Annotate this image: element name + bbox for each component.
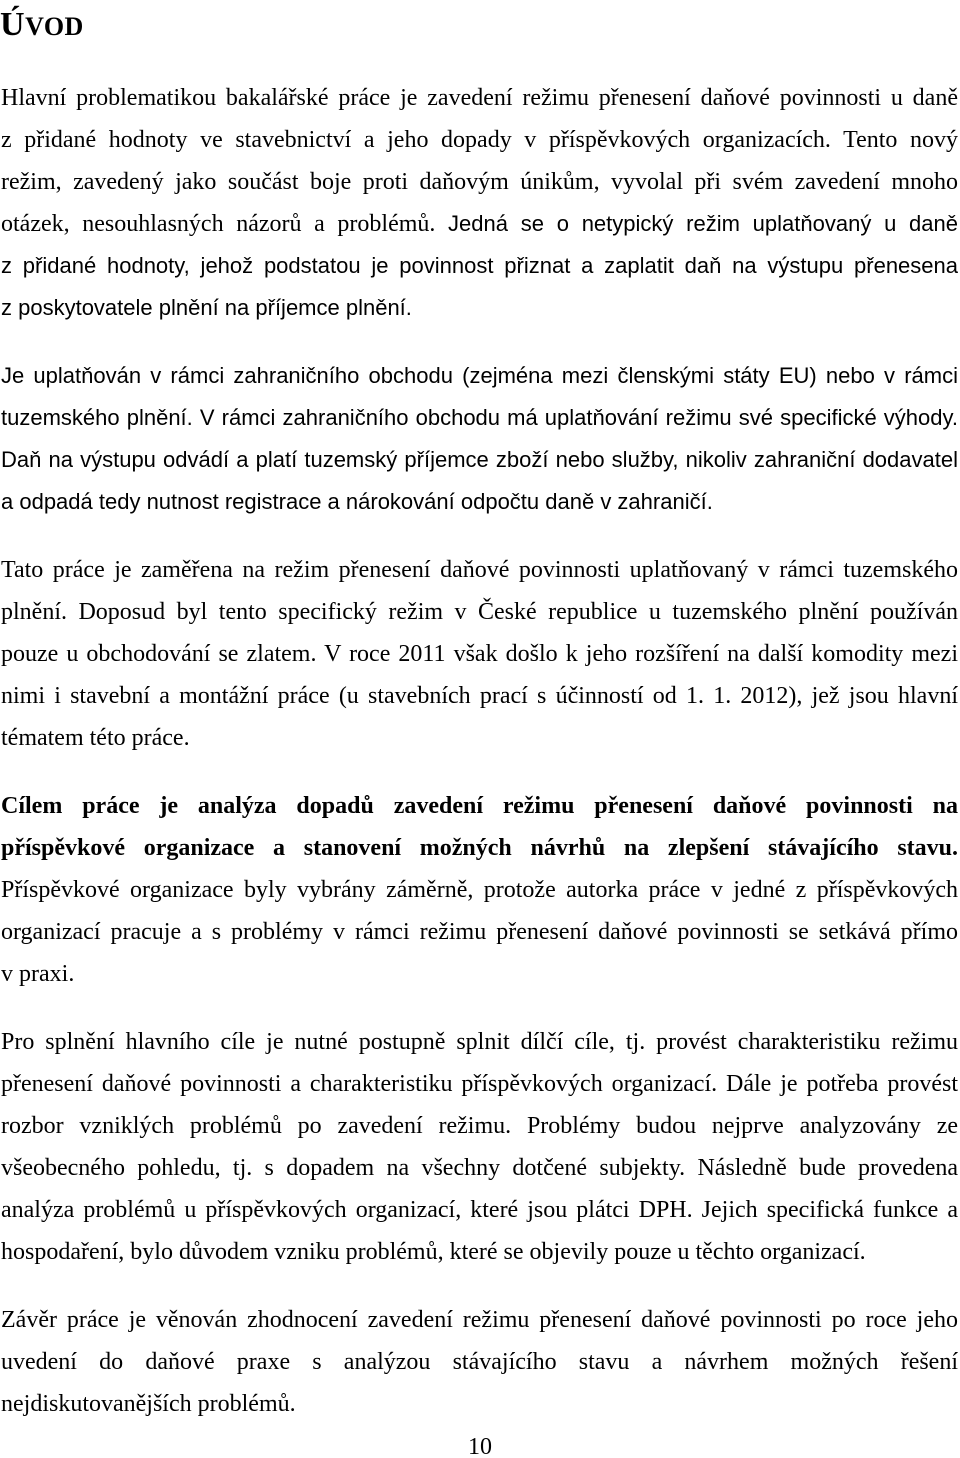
text-line [1, 785, 958, 827]
text-line [1, 1189, 958, 1231]
quoted-text-run: z poskytovatele plnění na příjemce plnění. [1, 295, 412, 320]
text-line [1, 549, 958, 591]
text-run: Závěr práce je věnován zhodnocení zavedení režimu přenesení daňové povinnosti po roce jeho [1, 1307, 958, 1333]
text-line [1, 1021, 958, 1063]
paragraph-main-topic [1, 77, 958, 329]
text-line [1, 953, 958, 995]
text-line [1, 869, 958, 911]
text-run: hospodaření, bylo důvodem vzniku problémů, které se objevily pouze u těchto organizací. [1, 1239, 866, 1265]
text-line [1, 77, 958, 119]
text-run: tématem této práce. [1, 725, 190, 751]
paragraph-conclusion-overview [1, 1299, 958, 1425]
quoted-text-run: Daň na výstupu odvádí a platí tuzemský příjemce zboží nebo služby, nikoliv zahraniční dodavatel [1, 447, 958, 472]
text-line [1, 119, 958, 161]
paragraph-reverse-charge-scope [1, 355, 958, 523]
quoted-text-run: a odpadá tedy nutnost registrace a nárokování odpočtu daně v zahraničí. [1, 489, 713, 514]
text-run: otázek, nesouhlasných názorů a problémů. [1, 211, 436, 237]
paragraph-partial-goals [1, 1021, 958, 1273]
text-run: Pro splnění hlavního cíle je nutné postupně splnit dílčí cíle, tj. provést charakteristiku režimu [1, 1029, 958, 1055]
text-run: z přidané hodnoty ve stavebnictví a jeho dopady v příspěvkových organizacích. Tento nový [1, 127, 958, 153]
text-line [1, 439, 958, 481]
text-line [1, 717, 958, 759]
text-run: uvedení do daňové praxe s analýzou stávajícího stavu a návrhem možných řešení [1, 1349, 958, 1375]
bold-text-run: Cílem práce je analýza dopadů zavedení režimu přenesení daňové povinnosti na [1, 793, 958, 819]
text-line [1, 161, 958, 203]
text-line [1, 1105, 958, 1147]
quoted-text-run: tuzemského plnění. V rámci zahraničního obchodu má uplatňování režimu své specifické výhody. [1, 405, 958, 430]
text-line [1, 355, 958, 397]
text-line [1, 203, 958, 245]
text-line [1, 911, 958, 953]
text-run: rozbor vzniklých problémů po zavedení režimu. Problémy budou nejprve analyzovány ze [1, 1113, 958, 1139]
text-line [1, 1063, 958, 1105]
text-line [1, 1299, 958, 1341]
text-run: organizací pracuje a s problémy v rámci režimu přenesení daňové povinnosti se setkává přímo [1, 919, 958, 945]
text-run: Příspěvkové organizace byly vybrány záměrně, protože autorka práce v jedné z příspěvkových [1, 877, 958, 903]
text-line [1, 397, 958, 439]
text-line [1, 675, 958, 717]
text-run: plnění. Doposud byl tento specifický režim v České republice u tuzemského plnění používán [1, 599, 958, 625]
text-run: všeobecného pohledu, tj. s dopadem na všechny dotčené subjekty. Následně bude provedena [1, 1155, 958, 1181]
text-run: režim, zavedený jako součást boje proti daňovým únikům, vyvolal při svém zavedení mnoho [1, 169, 958, 195]
text-run: Hlavní problematikou bakalářské práce je zavedení režimu přenesení daňové povinnosti u daně [1, 85, 958, 111]
text-line [1, 1383, 958, 1425]
text-run: v praxi. [1, 961, 75, 987]
text-line [1, 827, 958, 869]
paragraph-thesis-objective [1, 785, 958, 995]
text-line [1, 1341, 958, 1383]
quoted-text-run: Je uplatňován v rámci zahraničního obchodu (zejména mezi členskými státy EU) nebo v rámci [1, 363, 958, 388]
text-run: Tato práce je zaměřena na režim přenesení daňové povinnosti uplatňovaný v rámci tuzemského [1, 557, 958, 583]
text-line [1, 245, 958, 287]
text-run: pouze u obchodování se zlatem. V roce 2011 však došlo k jeho rozšíření na další komodity mezi [1, 641, 958, 667]
text-line [1, 1147, 958, 1189]
text-line [1, 287, 958, 329]
bold-text-run: příspěvkové organizace a stanovení možných návrhů na zlepšení stávajícího stavu. [1, 835, 958, 861]
page-number: 10 [468, 1434, 492, 1458]
text-line [1, 1231, 958, 1273]
quoted-text-run: z přidané hodnoty, jehož podstatou je povinnost přiznat a zaplatit daň na výstupu přenesena [1, 253, 958, 278]
body-text [1, 77, 958, 1425]
text-run: nimi i stavební a montážní práce (u stavebních prací s účinností od 1. 1. 2012), jež jsou hlavní [1, 683, 958, 709]
text-run: analýza problémů u příspěvkových organizací, které jsou plátci DPH. Jejich specifická funkce a [1, 1197, 958, 1223]
text-line [1, 481, 958, 523]
text-run: nejdiskutovanějších problémů. [1, 1391, 296, 1417]
chapter-heading: ÚVOD [0, 6, 84, 43]
text-line [1, 591, 958, 633]
text-line [1, 633, 958, 675]
text-run: přenesení daňové povinnosti a charakteristiku příspěvkových organizací. Dále je potřeba provést [1, 1071, 958, 1097]
quoted-text-run: Jedná se o netypický režim uplatňovaný u daně [448, 211, 958, 236]
paragraph-thesis-focus [1, 549, 958, 759]
